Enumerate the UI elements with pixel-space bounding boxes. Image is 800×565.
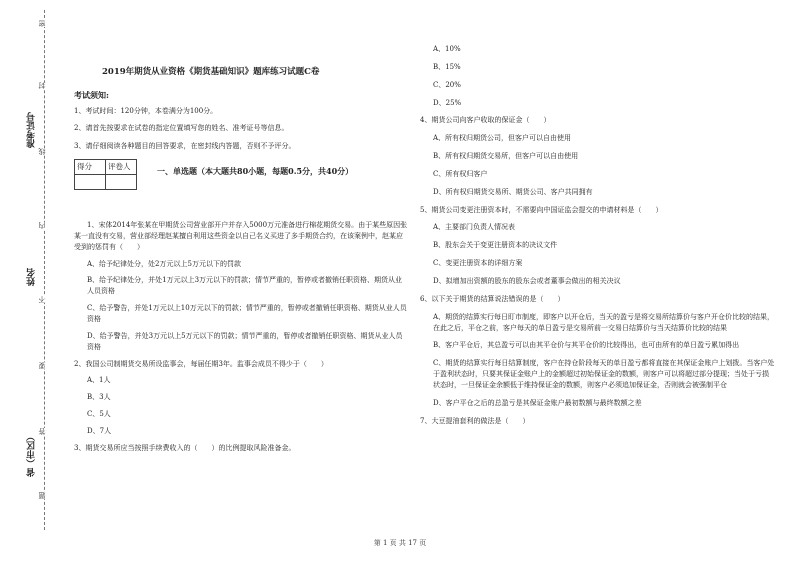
page-footer: 第 1 页 共 17 页 (373, 539, 427, 547)
question-2-option: A、1人 (87, 376, 111, 385)
question-6-option: A、期货的结算实行每日盯市制度，即客户以开仓后，当天的盈亏是将交易所结算价与客户开仓价比较的结果，在此之后，平仓之前，客户每天的单日盈亏是交易所前一交易日结算价与当天结算价比较的结果 (433, 312, 775, 332)
question-7: 7、大豆提油套利的做法是（ ） (420, 416, 530, 425)
left-column (74, 66, 409, 460)
document-title: 2019年期货从业资格《期货基础知识》题库练习试题C卷 (102, 67, 320, 77)
question-4-option: A、所有权归期货公司，但客户可以自由使用 (433, 134, 572, 143)
question-3-option: A、10% (433, 45, 461, 53)
question-4-option: B、所有权归期货交易所，但客户可以自由使用 (433, 152, 579, 161)
grader-cell[interactable] (106, 175, 137, 190)
binding-margin (0, 0, 62, 565)
notice-item: 3、请仔细阅读各种题目的回答要求，在密封线内答题，否则不予评分。 (74, 142, 296, 151)
seal-word: 内 (38, 222, 50, 229)
question-5: 5、期货公司变更注册资本时，不需要向中国证监会提交的申请材料是（ ） (420, 205, 663, 214)
question-4-option: D、所有权归期货交易所、期货公司、客户共同拥有 (433, 187, 593, 196)
seal-word: 封 (38, 82, 50, 89)
seal-word: 题 (38, 492, 50, 499)
part-title: 一、单选题（本大题共80小题，每题0.5分，共40分） (157, 166, 354, 177)
grader-label: 评卷人 (106, 160, 137, 175)
question-1-option: D、给予警告，并处3万元以上5万元以下的罚款；情节严重的，暂停或者撤销任职资格、期货从业人员资格 (87, 331, 403, 351)
question-2-option: C、5人 (87, 410, 111, 419)
exam-number-label: 准考证号 (27, 112, 37, 148)
question-4-option: C、所有权归客户 (433, 169, 488, 178)
score-area (74, 159, 409, 190)
score-label: 得分 (75, 160, 106, 175)
question-1-option: A、给予纪律处分，处2万元以上5万元以下的罚款 (87, 259, 241, 268)
score-table (74, 159, 137, 190)
question-3-option: D、25% (433, 98, 462, 107)
score-cell[interactable] (75, 175, 106, 190)
question-6-option: C、期货的结算实行每日结算制度，客户在持仓阶段每天的单日盈亏都将直接在其保证金账户上划拨。当客户处于盈利状态时，只要其保证金账户上的金额超过初始保证金的数额，则客户可以将超过部分提现；当处于亏损状态时，一旦保证金余额低于维持保证金的数额，则客户必须追加保证金，否则就会被强制平仓 (433, 359, 775, 389)
question-3-option: C、20% (433, 80, 461, 89)
question-4: 4、期货公司向客户收取的保证金（ ） (420, 116, 551, 125)
right-column (420, 44, 775, 433)
notice-item: 2、请首先按要求在试卷的指定位置填写您的姓名、准考证号等信息。 (74, 124, 289, 133)
question-1-option: C、给予警告，并处1万元以上10万元以下的罚款；情节严重的，暂停或者撤销任职资格、期货从业人员资格 (87, 304, 407, 323)
question-6-option: D、客户平仓之后的总盈亏是其保证金账户最初数额与最终数额之差 (433, 398, 642, 407)
seal-word: 不 (38, 296, 50, 303)
question-5-option: B、股东会关于变更注册资本的决议文件 (433, 241, 558, 250)
question-5-option: A、主要部门负责人情况表 (433, 223, 516, 232)
question-3: 3、期货交易所应当按照手续费收入的（ ）的比例提取风险准备金。 (74, 443, 296, 452)
question-6: 6、以下关于期货的结算说法错误的是（ ） (420, 294, 565, 303)
question-2: 2、我国公司制期货交易所设监事会，每届任期3年。监事会成员不得少于（ ） (74, 359, 328, 368)
seal-word: 要 (38, 362, 50, 369)
question-6-option: B、客户平仓后，其总盈亏可以由其平仓价与其平仓价的比较得出，也可由所有的单日盈亏累加得出 (433, 341, 740, 350)
question-1: 1、宋体2014年张某在甲期货公司营业部开户并存入5000万元准备进行棉花期货交易。由于某些原因张某一直没有交易，营业部经理赵某擅自利用这些资金以自己名义买进了多手期货合约，在该案例中，赵某应受到的惩罚有（ ） (74, 221, 408, 251)
question-5-option: D、拟增加出资额的股东的股东会或者董事会做出的相关决议 (433, 276, 621, 285)
seal-word: 线 (38, 148, 50, 155)
name-label: 姓名 (27, 268, 37, 286)
question-1-option: B、给予纪律处分，并处1万元以上3万元以下的罚款；情节严重的，暂停或者撤销任职资格、期货从业人员资格 (87, 276, 403, 296)
seal-word: 答 (38, 428, 50, 435)
notice-heading: 考试须知: (74, 90, 109, 101)
question-2-option: D、7人 (87, 426, 112, 435)
province-label: 省（市区） (27, 432, 37, 477)
question-5-option: C、变更注册资本的详细方案 (433, 259, 523, 268)
seal-word: 密 (38, 20, 50, 27)
question-3-option: B、15% (433, 62, 461, 71)
question-2-option: B、3人 (87, 393, 111, 402)
notice-item: 1、考试时间：120分钟，本卷满分为100分。 (74, 106, 218, 115)
